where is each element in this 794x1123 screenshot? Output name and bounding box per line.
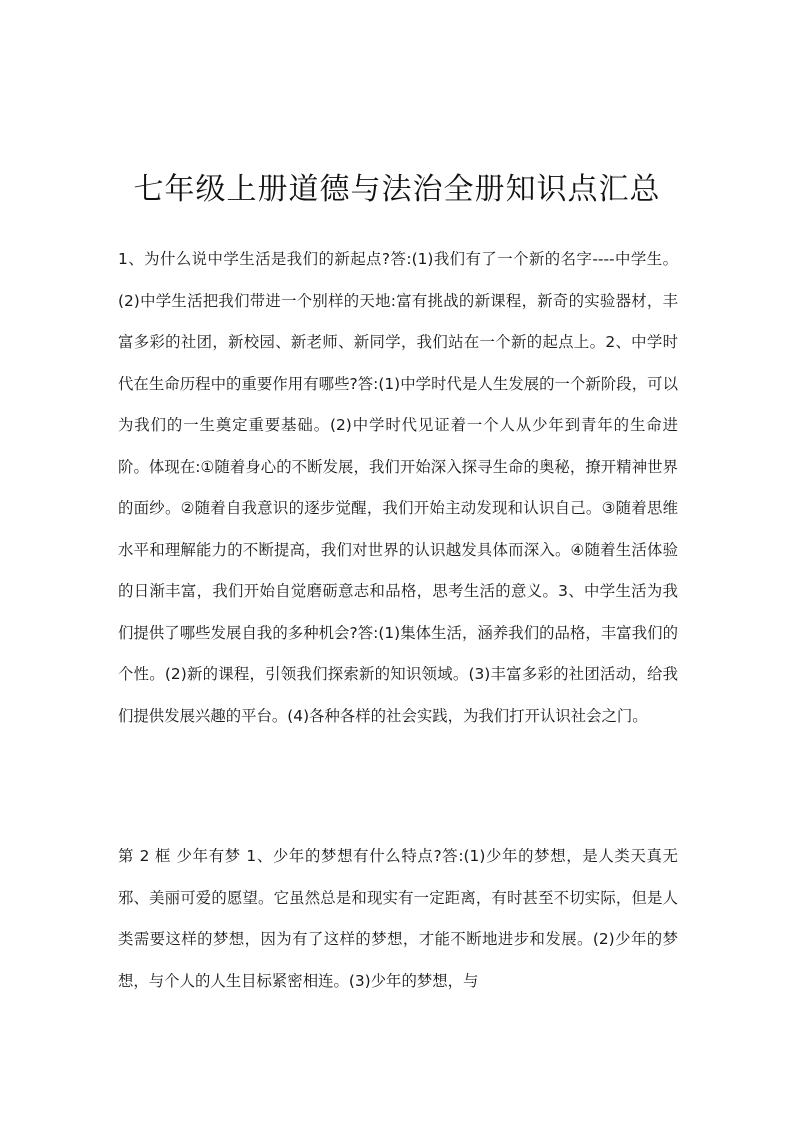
body-paragraph-1: 1、为什么说中学生活是我们的新起点?答:(1)我们有了一个新的名字----中学生。(2)中学生活把我们带进一个别样的天地:富有挑战的新课程，新奇的实验器材，丰富多彩的社团，新校园、新老师、新同学，我们站在一个新的起点上。2、中学时代在生命历程中的重要作用有哪些?答:(1)中学时代是人生发展的一个新阶段，可以为我们的一生奠定重要基础。(2)中学时代见证着一个人从少年到青年的生命进阶。体现在:①随着身心的不断发展，我们开始深入探寻生命的奥秘，撩开精神世界的面纱。②随着自我意识的逐步觉醒，我们开始主动发现和认识自己。③随着思维水平和理解能力的不断提高，我们对世界的认识越发具体而深入。④随着生活体验的日渐丰富，我们开始自觉磨砺意志和品格，思考生活的意义。3、中学生活为我们提供了哪些发展自我的多种机会?答:(1)集体生活，涵养我们的品格，丰富我们的个性。(2)新的课程，引领我们探索新的知识领域。(3)丰富多彩的社团活动，给我们提供发展兴趣的平台。(4)各种各样的社会实践，为我们打开认识社会之门。	[118, 250, 678, 725]
body-paragraph-2: 第 2 框 少年有梦 1、少年的梦想有什么特点?答:(1)少年的梦想，是人类天真无邪、美丽可爱的愿望。它虽然总是和现实有一定距离，有时甚至不切实际，但是人类需要这样的梦想，因为有了这样的梦想，才能不断地进步和发展。(2)少年的梦想，与个人的人生目标紧密相连。(3)少年的梦想，与	[118, 847, 678, 990]
document-title: 七年级上册道德与法治全册知识点汇总	[133, 172, 661, 207]
